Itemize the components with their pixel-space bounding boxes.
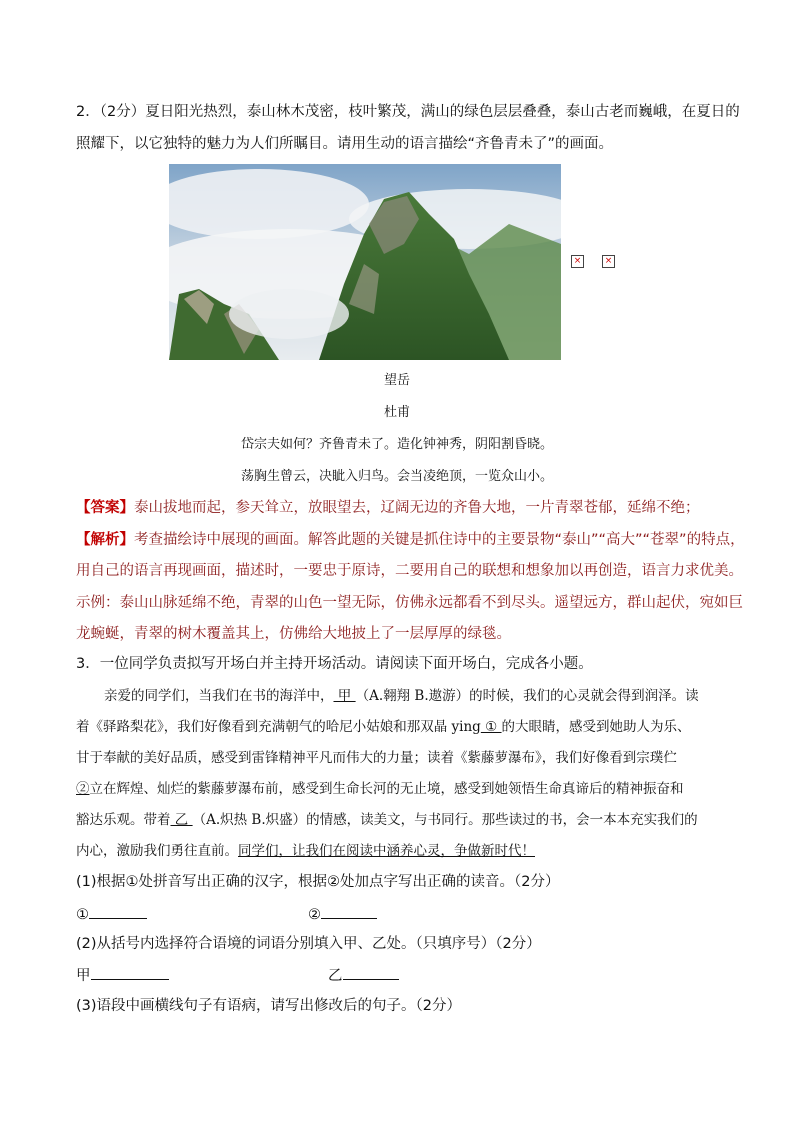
analysis-text-1: 考查描绘诗中展现的画面。解答此题的关键是抓住诗中的主要景物“泰山”“高大”“苍翠”的特点， xyxy=(134,532,745,548)
answer-blank-2 xyxy=(308,904,377,925)
analysis-line-2: 用自己的语言再现画面，描述时，一要忠于原诗，二要用自己的联想和想象加以再创造，语言力求优美。 xyxy=(76,563,743,579)
passage-text: （A.翱翔 B.遨游）的时候，我们的心灵就会得到润泽。读 xyxy=(355,688,699,704)
label-2: ② xyxy=(308,907,321,923)
answer-line xyxy=(76,498,700,518)
answer-tag: 【答案】 xyxy=(76,500,134,516)
label-yi: 乙 xyxy=(328,968,343,984)
passage-line-4 xyxy=(76,779,684,799)
passage-text: 着《驿路梨花》，我们好像看到充满朝气的哈尼小姑娘和那双晶 ying xyxy=(76,719,481,735)
passage-text: 立在辉煌、灿烂的紫藤萝瀑布前，感受到生命长河的无止境，感受到她领悟生命真谛后的精神振奋和 xyxy=(89,781,684,797)
input-blank-jia[interactable] xyxy=(91,965,169,980)
answer-blank-yi xyxy=(328,965,399,986)
answer-blank-jia xyxy=(76,965,169,986)
poem-line-1: 岱宗夫如何？齐鲁青未了。造化钟神秀，阴阳割昏晓。 xyxy=(240,437,553,452)
blank-jia: 甲 xyxy=(333,688,356,704)
passage-text: 内心，激励我们勇往直前。 xyxy=(76,843,238,859)
passage-line-1 xyxy=(104,686,699,706)
passage-line-3: 甘于奉献的美好品质，感受到雷锋精神平凡而伟大的力量；读着《紫藤萝瀑布》，我们好像看到宗璞伫 xyxy=(76,750,677,766)
blank-2: ② xyxy=(76,781,90,797)
answer-blank-1 xyxy=(76,904,147,925)
blank-yi: 乙 xyxy=(170,812,193,828)
input-blank-2[interactable] xyxy=(321,904,377,919)
passage-line-6 xyxy=(76,841,535,861)
broken-image-icon: × xyxy=(602,255,615,268)
input-blank-1[interactable] xyxy=(89,904,147,919)
q3-intro: 3．一位同学负责拟写开场白并主持开场活动。请阅读下面开场白，完成各小题。 xyxy=(76,656,593,672)
poem-author: 杜甫 xyxy=(383,405,410,420)
blank-1: ① xyxy=(480,719,502,735)
analysis-line-1 xyxy=(76,530,745,550)
passage-text: （A.炽热 B.炽盛）的情感，读美文，与书同行。那些读过的书，会一本本充实我们的 xyxy=(192,812,698,828)
passage-text: 豁达乐观。带着 xyxy=(76,812,171,828)
passage-text: 的大眼睛，感受到她助人为乐、 xyxy=(501,719,691,735)
label-jia: 甲 xyxy=(76,968,91,984)
q2-line-2: 照耀下，以它独特的魅力为人们所瞩目。请用生动的语言描绘“齐鲁青未了”的画面。 xyxy=(76,136,614,152)
mount-tai-photo xyxy=(169,164,561,360)
broken-image-icon: × xyxy=(571,255,584,268)
q2-line-1: 2．（2分）夏日阳光热烈，泰山林木茂密，枝叶繁茂，满山的绿色层层叠叠，泰山古老而巍峨，在夏日的 xyxy=(76,104,740,120)
poem-title: 望岳 xyxy=(383,373,410,388)
underlined-sentence: 同学们，让我们在阅读中涵养心灵，争做新时代！ xyxy=(238,843,535,859)
poem-line-2: 荡胸生曾云，决眦入归鸟。会当凌绝顶，一览众山小。 xyxy=(240,469,553,484)
sub-question-2: (2)从括号内选择符合语境的词语分别填入甲、乙处。（只填序号）（2分） xyxy=(76,936,541,952)
analysis-line-3: 示例：泰山山脉延绵不绝，青翠的山色一望无际，仿佛永远都看不到尽头。遥望远方，群山起伏，宛如巨 xyxy=(76,595,743,611)
passage-text: 亲爱的同学们，当我们在书的海洋中， xyxy=(104,688,334,704)
label-1: ① xyxy=(76,907,89,923)
answer-text: 泰山拔地而起，参天耸立，放眼望去，辽阔无边的齐鲁大地，一片青翠苍郁，延绵不绝； xyxy=(134,500,700,516)
analysis-tag: 【解析】 xyxy=(76,532,134,548)
sub-question-3: (3)语段中画横线句子有语病，请写出修改后的句子。（2分） xyxy=(76,998,462,1014)
input-blank-yi[interactable] xyxy=(343,965,399,980)
passage-line-2 xyxy=(76,717,691,737)
analysis-line-4: 龙蜿蜒，青翠的树木覆盖其上，仿佛给大地披上了一层厚厚的绿毯。 xyxy=(76,626,511,642)
sub-question-1: (1)根据①处拼音写出正确的汉字，根据②处加点字写出正确的读音。（2分） xyxy=(76,874,560,890)
passage-line-5 xyxy=(76,810,698,830)
